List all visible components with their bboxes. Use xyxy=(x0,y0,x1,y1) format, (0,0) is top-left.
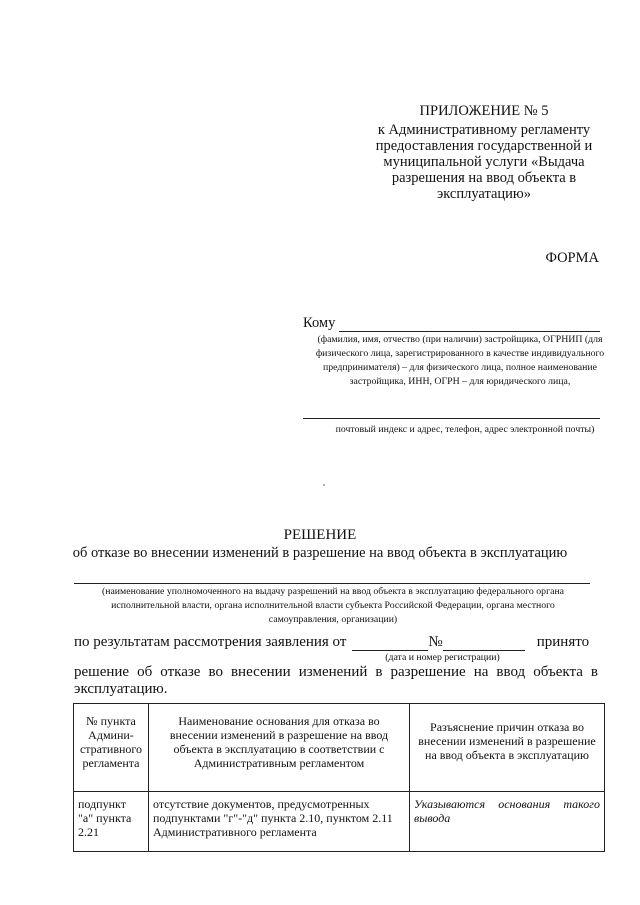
annex-line: предоставления государственной и xyxy=(375,138,593,154)
scan-speck xyxy=(323,484,325,486)
recipient-row xyxy=(303,315,600,332)
annex-line: к Административному регламенту xyxy=(377,122,591,138)
annex-line: эксплуатацию» xyxy=(436,186,531,202)
annex-line: муниципальной услуги «Выдача xyxy=(383,154,585,170)
annex-line: разрешения на ввод объекта в xyxy=(391,170,577,186)
application-prefix: по результатам рассмотрения заявления от xyxy=(74,634,347,650)
table-row xyxy=(74,792,605,852)
header-reason: Наименование основания для отказа во внесении изменений в разрешение на ввод объекта в эксплуатацию в соответствии с Административным регламентом xyxy=(149,704,410,792)
header-explanation: Разъяснение причин отказа во внесении изменений в разрешение на ввод объекта в эксплуатацию xyxy=(410,704,605,792)
recipient-label: Кому xyxy=(303,315,336,331)
row-reason: отсутствие документов, предусмотренных подпунктами "г"-"д" пункта 2.10, пунктом 2.11 Административного регламента xyxy=(149,792,410,852)
refusal-table xyxy=(73,703,605,852)
date-blank xyxy=(352,638,428,651)
table-header-row xyxy=(74,704,605,792)
date-number-note: (дата и номер регистрации) xyxy=(385,652,500,663)
form-label: ФОРМА xyxy=(545,250,599,266)
decision-statement: решение об отказе во внесении изменений в разрешение на ввод объекта в эксплуатацию. xyxy=(74,664,598,697)
recipient-line xyxy=(339,319,600,332)
accepted-word: принято xyxy=(536,634,590,650)
application-line xyxy=(74,634,598,651)
recipient-note: (фамилия, имя, отчество (при наличии) застройщика, ОГРНИП (для физического лица, зарегистрированного в качестве индивидуального предпринимателя) – для физического лица, полное наименование застройщика, ИНН, ОГРН – для юридического лица, xyxy=(315,334,605,387)
decision-title: РЕШЕНИЕ xyxy=(283,527,357,543)
row-clause: подпункт "а" пункта 2.21 xyxy=(74,792,149,852)
number-sign: № xyxy=(428,634,443,650)
row-explanation: Указываются основания такого вывода xyxy=(410,792,605,852)
authority-note: (наименование уполномоченного на выдачу разрешений на ввод объекта в эксплуатацию федерального органа исполнительной власти, органа исполнительной власти субъекта Российской Федерации, органа местного самоуправления, организации) xyxy=(101,586,565,625)
header-clause: № пункта Админи-стративного регламента xyxy=(74,704,149,792)
annex-block xyxy=(352,103,616,202)
number-blank xyxy=(443,638,525,651)
authority-line xyxy=(74,583,590,584)
decision-subtitle: об отказе во внесении изменений в разрешение на ввод объекта в эксплуатацию xyxy=(72,545,568,561)
address-line xyxy=(303,418,600,419)
address-note: почтовый индекс и адрес, телефон, адрес электронной почты) xyxy=(335,424,595,435)
annex-title: ПРИЛОЖЕНИЕ № 5 xyxy=(419,103,549,119)
